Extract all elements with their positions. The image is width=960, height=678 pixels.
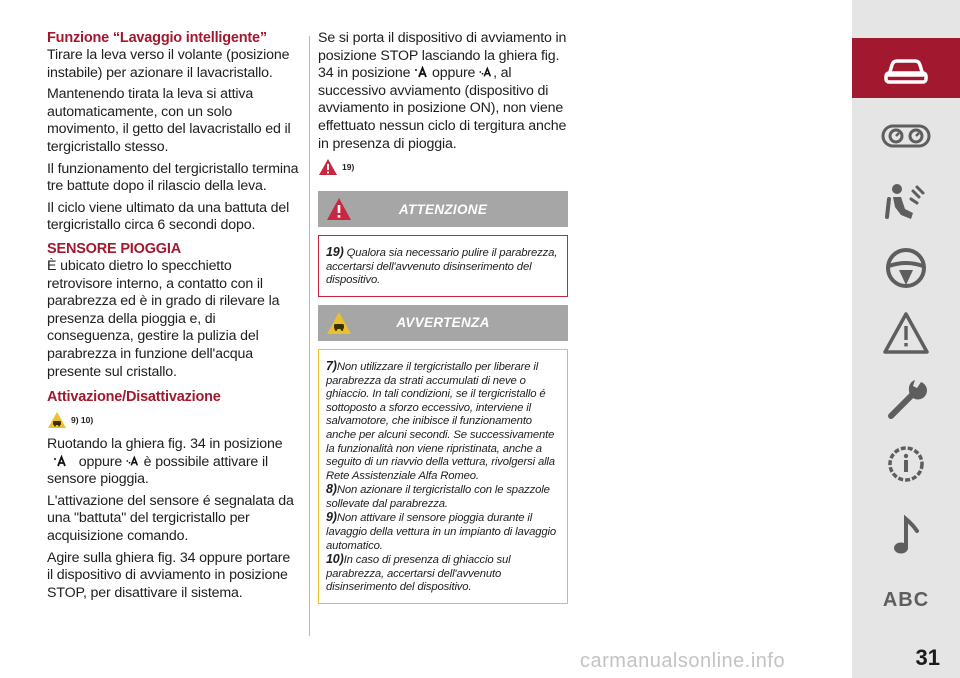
- warning-triangle-icon: [879, 310, 933, 356]
- warning-reference: [318, 157, 568, 177]
- watermark: carmanualsonline.info: [580, 650, 786, 672]
- caution-car-icon: [47, 411, 67, 429]
- avvertenza-note-10: [326, 553, 560, 595]
- avvertenza-note-8: [326, 483, 560, 511]
- text-fragment: oppure: [432, 65, 476, 82]
- note-number: 19): [326, 245, 344, 260]
- left-column: [47, 30, 299, 606]
- reference-number: 19): [342, 162, 355, 173]
- avvertenza-note-7: [326, 360, 560, 483]
- paragraph: Il funzionamento del tergicristallo termina tre battute dopo il rilascio della leva.: [47, 160, 299, 195]
- rain-sensor-aa-icon: [126, 455, 140, 467]
- caution-reference: [47, 410, 299, 430]
- car-icon: [879, 45, 933, 91]
- paragraph: Mantenendo tirata la leva si attiva automaticamente, con un solo movimento, il getto del lavacristallo ed il tergicristallo stesso.: [47, 86, 291, 155]
- sidebar-item-multimedia[interactable]: [852, 506, 960, 566]
- info-gear-icon: [879, 441, 933, 487]
- attenzione-title: ATTENZIONE: [398, 201, 488, 217]
- attenzione-note: [326, 246, 560, 288]
- paragraph-stop: [318, 30, 568, 153]
- paragraph: Agire sulla ghiera fig. 34 oppure portare il dispositivo di avviamento in posizione STOP, per disattivare il sistema.: [47, 549, 291, 601]
- warning-triangle-icon: [326, 196, 352, 222]
- chapter-sidebar: [852, 0, 960, 678]
- abc-index-label: ABC: [882, 588, 930, 611]
- paragraph-ghiera: [47, 436, 299, 489]
- note-number: 10): [326, 552, 344, 567]
- attenzione-box: [318, 235, 568, 297]
- note-text: In caso di presenza di ghiaccio sul parabrezza, accertarsi dell'avvenuto disinserimento del dispositivo.: [326, 554, 511, 594]
- note-text: Qualora sia necessario pulire il parabrezza, accertarsi dell'avvenuto disinserimento del dispositivo.: [326, 247, 558, 287]
- text-fragment: oppure: [78, 453, 123, 470]
- caution-car-icon: [326, 310, 352, 336]
- note-number: 8): [326, 482, 337, 497]
- sidebar-item-car[interactable]: [852, 38, 960, 98]
- paragraph: L'attivazione del sensore é segnalata da una "battuta" del tergicristallo per acquisizione comando.: [47, 492, 294, 545]
- avvertenza-banner: [318, 305, 568, 341]
- sidebar-item-emergency[interactable]: [852, 303, 960, 363]
- seat-airbag-icon: [879, 179, 933, 225]
- note-text: Non attivare il sensore pioggia durante il lavaggio della vettura in un impianto di lavaggio automatico.: [326, 512, 557, 552]
- heading-sensore-pioggia: SENSORE PIOGGIA: [47, 240, 181, 257]
- text-fragment: è possibile attivare il sensore pioggia.: [47, 453, 268, 488]
- column-divider: [309, 36, 310, 636]
- text-fragment: Ruotando la ghiera fig. 34 in posizione: [47, 436, 283, 453]
- paragraph: Il ciclo viene ultimato da una battuta del tergicristallo circa 6 secondi dopo.: [47, 199, 290, 234]
- avvertenza-box: [318, 349, 568, 604]
- middle-column: [318, 30, 568, 604]
- rain-sensor-aa-icon: [479, 66, 493, 78]
- sidebar-item-index[interactable]: [852, 570, 960, 630]
- warning-triangle-icon: [318, 158, 338, 176]
- heading-lavaggio-intelligente: Funzione “Lavaggio intelligente”: [47, 30, 267, 46]
- music-note-icon: [879, 513, 933, 559]
- sidebar-item-safety[interactable]: [852, 172, 960, 232]
- text-fragment: , al successivo avviamento (dispositivo di avviamento in posizione ON), non viene effettuato nessun ciclo di tergitura anche in presenza di pioggia.: [318, 65, 567, 152]
- paragraph: È ubicato dietro lo specchietto retrovisore interno, a contatto con il parabrezza ed è in grado di rilevare la presenza della pioggia e, di conseguenza, gestire la pulizia del parabrezza in funzione dell'acqua presente sul cristallo.: [47, 257, 280, 380]
- sidebar-item-maintenance[interactable]: [852, 369, 960, 429]
- page-number: 31: [915, 645, 940, 670]
- sidebar-item-driving[interactable]: [852, 238, 960, 298]
- avvertenza-title: AVVERTENZA: [396, 315, 490, 331]
- note-number: 7): [326, 358, 337, 373]
- attenzione-banner: [318, 191, 568, 227]
- rain-sensor-a-icon: [414, 66, 428, 78]
- avvertenza-note-9: [326, 511, 560, 553]
- rain-sensor-a-icon: [53, 455, 67, 467]
- sidebar-item-technical-data[interactable]: [852, 434, 960, 494]
- text-fragment: Se si porta il dispositivo di avviamento in posizione STOP lasciando la ghiera fig. 34 in posizione: [318, 30, 567, 82]
- heading-attivazione: Attivazione/Disattivazione: [47, 389, 221, 406]
- note-number: 9): [326, 510, 337, 525]
- paragraph: Tirare la leva verso il volante (posizione instabile) per azionare il lavacristallo.: [47, 47, 290, 81]
- gauges-icon: [879, 113, 933, 159]
- wrench-icon: [879, 376, 933, 422]
- note-text: Non utilizzare il tergicristallo per liberare il parabrezza da strati accumulati di neve o ghiaccio. In tali condizioni, se il tergicristallo é sottoposto a sforzo eccessivo, interviene il salvamotore, che inibisce il funzionamento anche per alcuni secondi. Se successivamente la funzionalità non viene ripristinata, anche a seguito di un riavvio della vettura, rivolgersi alla Rete Assistenziale Alfa Romeo.: [326, 360, 555, 482]
- steering-wheel-icon: [879, 245, 933, 291]
- reference-numbers: 9) 10): [71, 415, 94, 426]
- note-text: Non azionare il tergicristallo con le spazzole sollevate dal parabrezza.: [326, 484, 550, 510]
- sidebar-item-instruments[interactable]: [852, 106, 960, 166]
